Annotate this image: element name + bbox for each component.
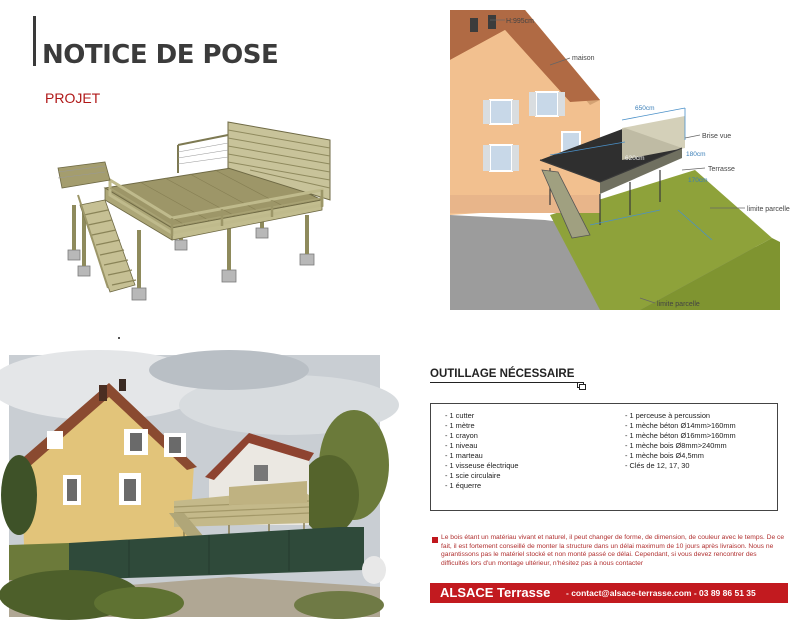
tool-item: - 1 mèche bois Ø8mm>240mm	[625, 441, 727, 450]
tool-item: - 1 perceuse à percussion	[625, 411, 711, 420]
title-accent-bar	[33, 16, 36, 66]
tool-item: - 1 mèche béton Ø16mm>160mm	[625, 431, 736, 440]
section-subtitle: PROJET	[45, 90, 101, 106]
separator-dot	[118, 337, 120, 339]
tool-item: - 1 scie circulaire	[445, 471, 501, 480]
screen-height-label: 180cm	[686, 151, 706, 158]
tool-item: - 1 cutter	[445, 411, 475, 420]
tools-list-column-2	[625, 411, 736, 471]
brand-name: ALSACE Terrasse	[440, 585, 551, 600]
depth-dimension-label: 620cm	[625, 155, 645, 162]
height-label: H:995cm	[506, 18, 535, 25]
brise-vue-label: Brise vue	[702, 133, 732, 140]
tool-item: - 1 niveau	[445, 441, 478, 450]
deck-3d-render	[50, 110, 340, 310]
tools-section-title: OUTILLAGE NÉCESSAIRE	[430, 368, 575, 380]
contact-banner	[430, 583, 788, 603]
tool-item: - 1 équerre	[445, 481, 482, 490]
tools-list-box	[430, 403, 778, 511]
tools-list-column-1	[445, 411, 519, 491]
tool-item: - 1 mètre	[445, 421, 475, 430]
house-label: maison	[572, 55, 595, 62]
window-icon	[577, 377, 586, 385]
tool-item: - 1 marteau	[445, 451, 483, 460]
disclaimer-note: Le bois étant un matériau vivant et naturel, il peut changer de forme, de dimension, de couleur avec le temps. De ce fait, il est fortement conseillé de monter la structure dans un délai maximum de 10 jours après livraison. Nous ne garantissons pas le matériel stocké et non monté passé ce délai. Cependant, si vous devez rencontrer des difficultés lors d'un montage ultérieur, n'hésitez pas à nous contacter	[441, 534, 785, 567]
limit-parcel-label-right: limite parcelle	[747, 206, 790, 213]
tools-title-underline	[430, 382, 580, 383]
terrasse-label: Terrasse	[708, 166, 735, 173]
width-dimension-label: 650cm	[635, 105, 655, 112]
house-terrace-3d-plan	[450, 10, 790, 310]
contact-info-link[interactable]: - contact@alsace-terrasse.com - 03 89 86 51 35	[566, 588, 756, 598]
tool-item: - Clés de 12, 17, 30	[625, 461, 690, 470]
tool-item: - 1 mèche béton Ø14mm>160mm	[625, 421, 736, 430]
limit-parcel-label-bottom: limite parcelle	[657, 301, 700, 308]
tool-item: - 1 crayon	[445, 431, 478, 440]
deck-height-label: 170cm	[688, 177, 708, 184]
page-title: NOTICE DE POSE	[42, 40, 279, 70]
note-bullet-icon	[432, 537, 438, 543]
tool-item: - 1 visseuse électrique	[445, 461, 519, 470]
house-photo	[9, 355, 380, 617]
tool-item: - 1 mèche bois Ø4,5mm	[625, 451, 704, 460]
